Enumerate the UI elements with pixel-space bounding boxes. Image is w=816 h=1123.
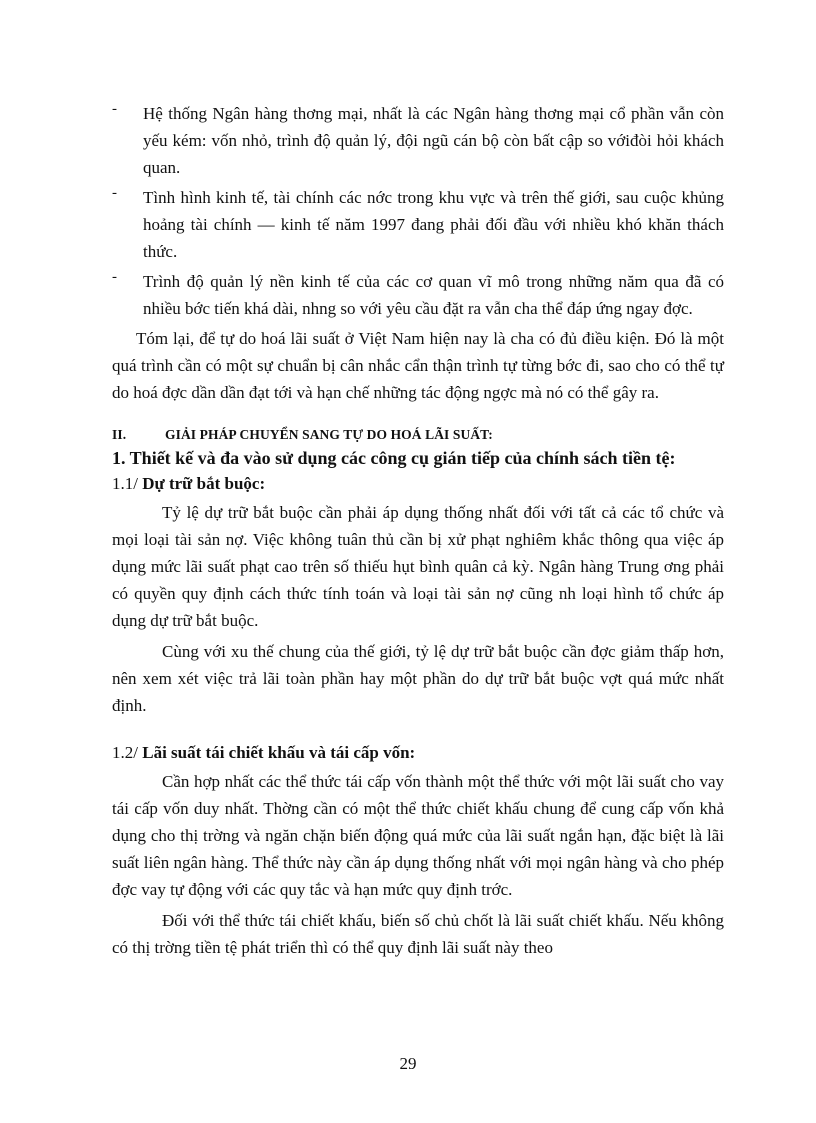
bullet-mark: - bbox=[112, 269, 117, 285]
bullet-item bbox=[112, 100, 724, 181]
bullet-item bbox=[112, 184, 724, 265]
part-number: 1.2/ bbox=[112, 743, 138, 762]
body-paragraph: Cùng với xu thế chung của thế giới, tỷ lệ dự trữ bắt buộc cần đợc giảm thấp hơn, nên xem xét việc trả lãi toàn phần hay một phần do dự trữ bắt buộc vợt quá mức nhất định. bbox=[112, 642, 724, 715]
page-number: 29 bbox=[399, 1054, 417, 1073]
bullet-mark: - bbox=[112, 185, 117, 201]
body-paragraph: Cần hợp nhất các thể thức tái cấp vốn thành một thể thức với một lãi suất cho vay tái cấp vốn duy nhất. Thờng cần có một thể thức chiết khấu chung để cung cấp vốn khả dụng cho thị trờng và ngăn chặn biến động quá mức của lãi suất ngắn hạn, đặc biệt là lãi suất liên ngân hàng. Thể thức này cần áp dụng thống nhất với mọi ngân hàng và cho phép đợc vay tự động với các quy tắc và hạn mức quy định trớc. bbox=[112, 772, 724, 899]
section-title: GIẢI PHÁP CHUYỂN SANG TỰ DO HOÁ LÃI SUẤT: bbox=[165, 427, 493, 442]
body-paragraph: Đối với thể thức tái chiết khấu, biến số chủ chốt là lãi suất chiết khấu. Nếu không có thị trờng tiền tệ phát triển thì có thể quy định lãi suất này theo bbox=[112, 911, 724, 957]
bullet-text: Hệ thống Ngân hàng thơng mại, nhất là các Ngân hàng thơng mại cổ phần vẫn còn yếu kém: vốn nhỏ, trình độ quản lý, đội ngũ cán bộ còn bất cập so vớiđòi hỏi khách quan. bbox=[143, 104, 724, 177]
bullet-text: Tình hình kinh tế, tài chính các nớc trong khu vực và trên thế giới, sau cuộc khủng hoảng tài chính — kinh tế năm 1997 đang phải đối đầu với nhiều khó khăn thách thức. bbox=[143, 188, 724, 261]
part-heading-reserve bbox=[112, 470, 724, 497]
bullet-text: Trình độ quản lý nền kinh tế của các cơ quan vĩ mô trong những năm qua đã có nhiều bớc tiến khá dài, nhng so với yêu cầu đặt ra vẫn cha thể đáp ứng ngay đợc. bbox=[143, 272, 724, 318]
summary-paragraph: Tóm lại, để tự do hoá lãi suất ở Việt Nam hiện nay là cha có đủ điều kiện. Đó là một quá trình cần có một sự chuẩn bị cân nhắc cẩn thận trình tự từng bớc đi, sao cho có thể tự do hoá đợc dần dần đạt tới và hạn chế những tác động ngợc mà nó có thể gây ra. bbox=[112, 329, 724, 402]
part-number: 1.1/ bbox=[112, 474, 138, 493]
part-title: Lãi suất tái chiết khấu và tái cấp vốn: bbox=[142, 743, 416, 762]
section-heading bbox=[112, 424, 724, 446]
page-content bbox=[112, 100, 724, 965]
part-title: Dự trữ bắt buộc: bbox=[142, 474, 266, 493]
bullet-mark: - bbox=[112, 101, 117, 117]
part-heading-discount bbox=[112, 739, 724, 766]
subsection-heading: 1. Thiết kế và đa vào sử dụng các công cụ gián tiếp của chính sách tiền tệ: bbox=[112, 448, 676, 468]
body-paragraph: Tỷ lệ dự trữ bắt buộc cần phải áp dụng thống nhất đối với tất cả các tổ chức và mọi loại tài sản nợ. Việc không tuân thủ cần bị xử phạt nghiêm khắc thông qua việc áp dụng mức lãi suất phạt cao trên số thiếu hụt bình quân cả kỳ. Ngân hàng Trung ơng phải có quyền quy định cách thức tính toán và loại tài sản nợ cũng nh loại hình tổ chức áp dụng dự trữ bắt buộc. bbox=[112, 503, 724, 630]
bullet-item bbox=[112, 268, 724, 322]
section-number: II. bbox=[112, 427, 127, 442]
